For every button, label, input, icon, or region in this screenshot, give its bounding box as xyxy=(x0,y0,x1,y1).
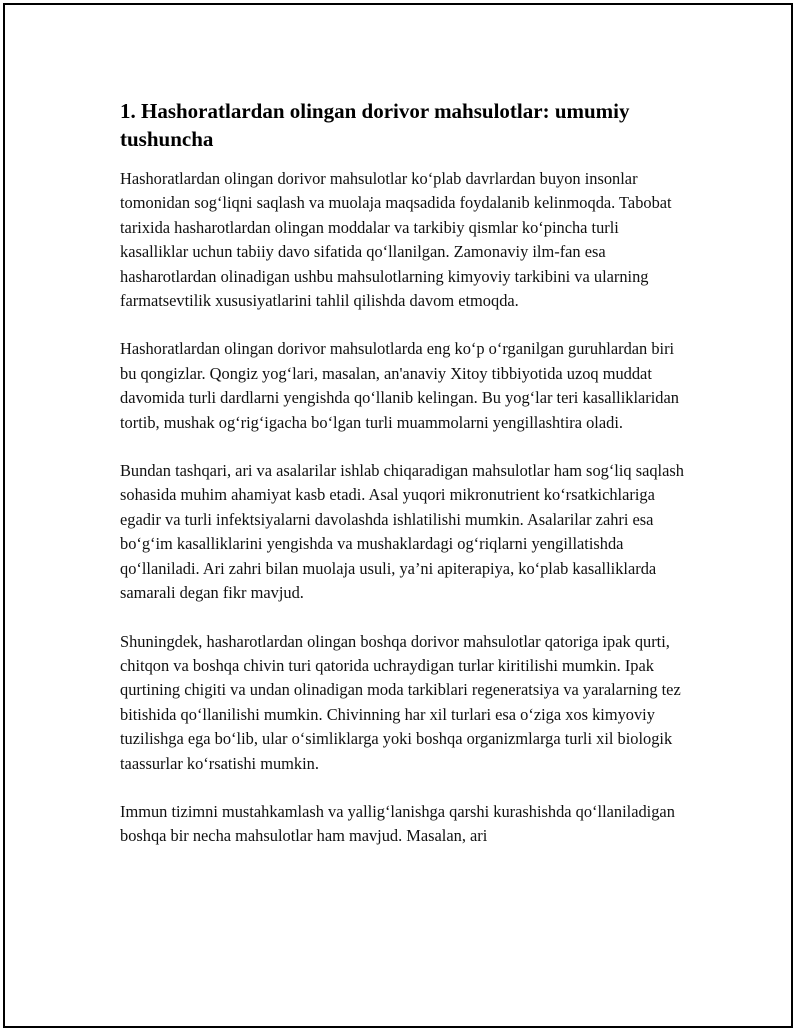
document-body xyxy=(120,97,690,873)
paragraph: Shuningdek, hasharotlardan olingan boshqa dorivor mahsulotlar qatoriga ipak qurti, chitqon va boshqa chivin turi qatorida uchraydigan turlar kiritilishi mumkin. Ipak qurtining chigiti va undan olinadigan moda tarkiblari regeneratsiya va yaralarning tez bitishida qo‘llanilishi mumkin. Chivinning har xil turlari esa o‘ziga xos kimyoviy tuzilishga ega bo‘lib, ular o‘simliklarga yoki boshqa organizmlarga turli xil biologik taassurlar ko‘rsatishi mumkin. xyxy=(120,631,681,773)
paragraph: Bundan tashqari, ari va asalarilar ishlab chiqaradigan mahsulotlar ham sog‘liq saqlash sohasida muhim ahamiyat kasb etadi. Asal yuqori mikronutrient ko‘rsatkichlariga egadir va turli infektsiyalarni davolashda ishlatilishi mumkin. Asalarilar zahri esa bo‘g‘im kasalliklarini yengishda va mushaklardagi og‘riqlarni yengillatishda qo‘llaniladi. Ari zahri bilan muolaja usuli, ya’ni apiterapiya, ko‘plab kasalliklarda samarali degan fikr mavjud. xyxy=(120,461,684,603)
paragraph: Immun tizimni mustahkamlash va yallig‘lanishga qarshi kurashishda qo‘llaniladigan boshqa bir necha mahsulotlar ham mavjud. Masalan, ari xyxy=(120,801,675,846)
paragraph: Hashoratlardan olingan dorivor mahsulotlar ko‘plab davrlardan buyon insonlar tomonidan sog‘liqni saqlash va muolaja maqsadida foydalanib kelinmoqda. Tabobat tarixida hasharotlardan olingan moddalar va tarkibiy qismlar ko‘pincha turli kasalliklar uchun tabiiy davo sifatida qo‘llanilgan. Zamonaviy ilm-fan esa hasharotlardan olinadigan ushbu mahsulotlarning kimyoviy tarkibini va ularning farmatsevtilik xususiyatlarini tahlil qilishda davom etmoqda. xyxy=(120,169,672,311)
paragraph: Hashoratlardan olingan dorivor mahsulotlarda eng ko‘p o‘rganilgan guruhlardan biri bu qongizlar. Qongiz yog‘lari, masalan, an'anaviy Xitoy tibbiyotida uzoq muddat davomida turli dardlarni yengishda qo‘llanib kelingan. Bu yog‘lar teri kasalliklaridan tortib, mushak og‘rig‘igacha bo‘lgan turli muammolarni yengillashtira oladi. xyxy=(120,339,679,432)
page-frame xyxy=(3,3,793,1028)
section-heading: 1. Hashoratlardan olingan dorivor mahsulotlar: umumiy tushuncha xyxy=(120,99,630,151)
